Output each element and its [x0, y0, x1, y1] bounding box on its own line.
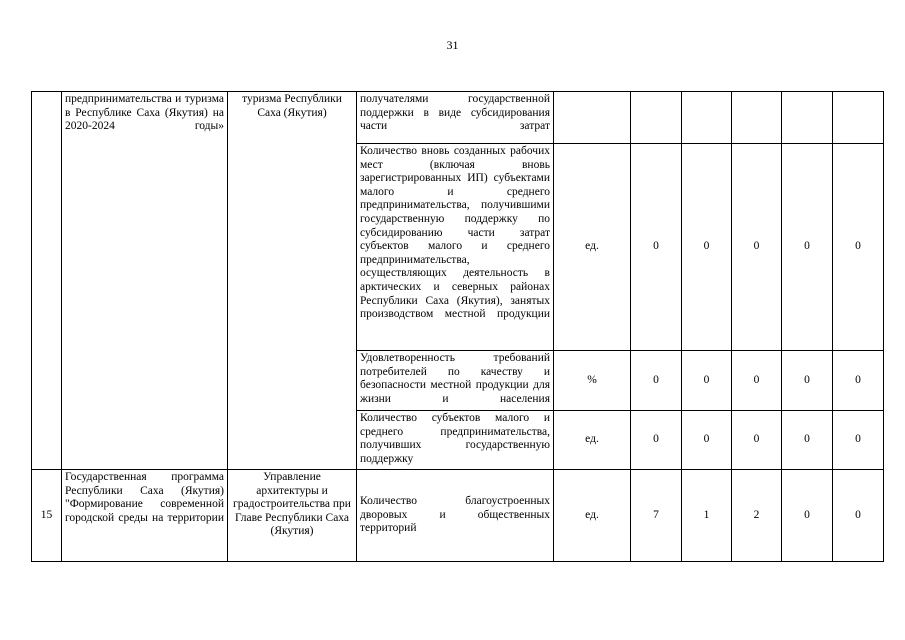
value-2020: 0	[631, 351, 682, 411]
value-2023: 0	[782, 411, 833, 470]
value-2024: 0	[833, 144, 884, 351]
value-2022: 0	[732, 351, 782, 411]
unit-cell: %	[554, 351, 631, 411]
unit-cell: ед.	[554, 470, 631, 562]
row-number-cell	[32, 92, 62, 470]
value-2021: 0	[682, 351, 732, 411]
row-number-cell: 15	[32, 470, 62, 562]
value-2023: 0	[782, 470, 833, 562]
unit-cell	[554, 92, 631, 144]
indicators-table	[31, 91, 884, 562]
program-cell	[62, 92, 228, 470]
value-2023	[782, 92, 833, 144]
table-row	[32, 470, 884, 562]
unit-cell: ед.	[554, 144, 631, 351]
unit-cell: ед.	[554, 411, 631, 470]
indicator-cell: Количество субъектов малого и среднего предпринимательства, получивших государственную поддержку	[357, 411, 554, 470]
value-2023: 0	[782, 351, 833, 411]
value-2024: 0	[833, 351, 884, 411]
value-2023: 0	[782, 144, 833, 351]
executor-cell: Управление архитектуры и градостроительства при Главе Республики Саха (Якутия)	[228, 470, 357, 562]
value-2021: 0	[682, 411, 732, 470]
value-2021	[682, 92, 732, 144]
value-2022: 0	[732, 144, 782, 351]
value-2020: 0	[631, 144, 682, 351]
program-cell: Государственная программа Республики Саха (Якутия) "Формирование современной городской среды на территории	[62, 470, 228, 562]
value-2021: 1	[682, 470, 732, 562]
indicator-cell: получателями государственной поддержки в виде субсидирования части затрат	[357, 92, 554, 144]
executor-text: туризма Республики Саха (Якутия)	[242, 93, 342, 119]
table-row	[32, 92, 884, 144]
page-number: 31	[446, 38, 459, 52]
value-2024: 0	[833, 411, 884, 470]
value-2022: 0	[732, 411, 782, 470]
value-2022	[732, 92, 782, 144]
executor-cell	[228, 92, 357, 470]
value-2020	[631, 92, 682, 144]
value-2020: 7	[631, 470, 682, 562]
indicator-cell: Удовлетворенность требований потребителей по качеству и безопасности местной продукции для жизни и населения	[357, 351, 554, 411]
value-2024	[833, 92, 884, 144]
value-2021: 0	[682, 144, 732, 351]
program-text: предпринимательства и туризма в Республике Саха (Якутия) на 2020-2024 годы»	[65, 93, 224, 133]
value-2024: 0	[833, 470, 884, 562]
indicator-cell: Количество благоустроенных дворовых и общественных территорий	[357, 470, 554, 562]
value-2020: 0	[631, 411, 682, 470]
indicator-cell: Количество вновь созданных рабочих мест (включая вновь зарегистрированных ИП) субъектами малого и среднего предпринимательства, получившими государственную поддержку по субсидированию части затрат субъектов малого и среднего предпринимательства, осуществляющих деятельность в арктических и северных районах Республики Саха (Якутия), занятых производством местной продукции	[357, 144, 554, 351]
value-2022: 2	[732, 470, 782, 562]
